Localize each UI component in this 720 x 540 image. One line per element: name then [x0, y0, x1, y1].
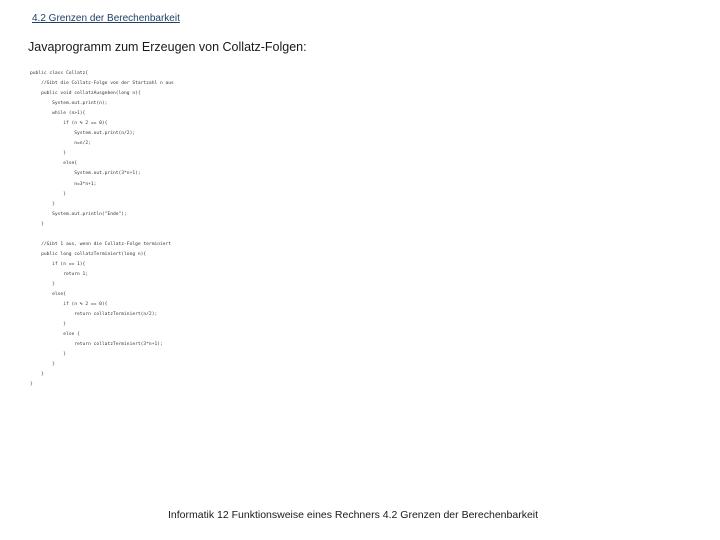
code-line	[30, 230, 174, 240]
code-line: if (n % 2 == 0){	[30, 121, 108, 127]
code-line: else {	[30, 332, 80, 338]
code-line: }	[30, 362, 55, 368]
code-line: }	[30, 382, 33, 388]
code-line: System.out.print(n);	[30, 101, 108, 107]
code-line: }	[30, 281, 55, 287]
code-line: else{	[30, 292, 66, 298]
code-line: return 1;	[30, 271, 89, 277]
code-line: System.out.println("Ende");	[30, 211, 127, 217]
code-line: public class Collatz{	[30, 71, 89, 76]
code-line: System.out.print(n/2);	[30, 131, 136, 137]
code-line: public void collatzAusgeben(long n){	[30, 91, 141, 97]
code-line: System.out.print(3*n+1);	[30, 171, 141, 177]
code-line: if (n == 1){	[30, 261, 86, 267]
slide-header: 4.2 Grenzen der Berechenbarkeit	[32, 13, 180, 24]
code-line: }	[30, 372, 44, 378]
code-line: }	[30, 221, 44, 227]
code-line: return collatzTerminiert(3*n+1);	[30, 342, 163, 348]
code-line: n=3*n+1;	[30, 181, 97, 187]
slide-footer: Informatik 12 Funktionsweise eines Rechners 4.2 Grenzen der Berechenbarkeit	[168, 509, 539, 521]
code-line: public long collatzTerminiert(long n){	[30, 251, 147, 257]
code-line: if (n % 2 == 0){	[30, 302, 108, 308]
code-line: }	[30, 191, 66, 197]
code-line: else{	[30, 161, 78, 167]
code-line: //Gibt 1 aus, wenn die Collatz-Folge terminiert	[30, 241, 172, 247]
code-line: while (n>1){	[30, 111, 86, 117]
code-line: }	[30, 322, 66, 328]
code-line: n=n/2;	[30, 141, 91, 147]
code-line: }	[30, 201, 55, 207]
slide-subtitle: Javaprogramm zum Erzeugen von Collatz-Folgen:	[28, 40, 307, 54]
code-block	[30, 69, 174, 391]
code-line: return collatzTerminiert(n/2);	[30, 312, 158, 318]
code-line: }	[30, 352, 66, 358]
code-line: //Gibt die Collatz-Folge von der Startzahl n aus	[30, 81, 174, 87]
code-line: }	[30, 151, 66, 157]
